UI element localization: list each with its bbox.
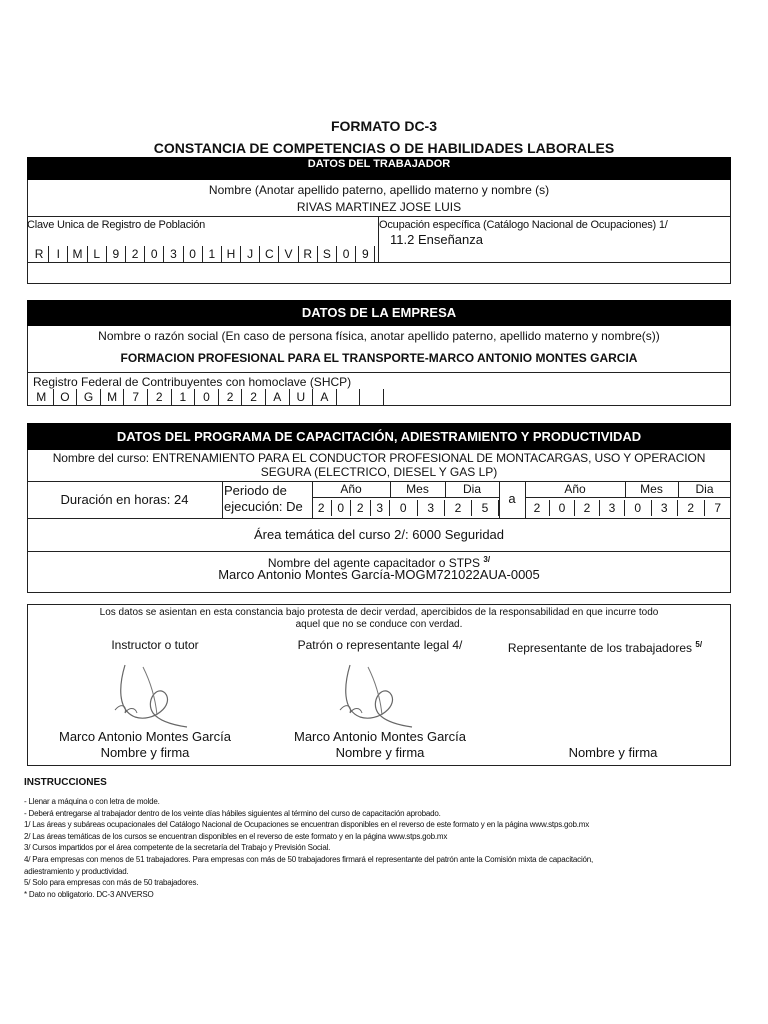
date-digit: 3 — [652, 500, 679, 516]
char-cell: 2 — [126, 246, 145, 262]
char-cell: A — [266, 389, 290, 405]
instructor-name: Marco Antonio Montes García — [59, 729, 231, 744]
char-cell: 0 — [145, 246, 164, 262]
instruction-line: 2/ Las áreas temáticas de los cursos se encuentran disponibles en el reverso de este formato y en la página www.stps.gob.mx — [24, 831, 448, 841]
char-cell: M — [68, 246, 87, 262]
char-cell: C — [260, 246, 279, 262]
char-cell: 2 — [219, 389, 243, 405]
date-digit: 7 — [714, 501, 722, 515]
divider — [312, 497, 499, 498]
instruction-line: 3/ Cursos impartidos por el área competente de la secretaría del Trabajo y Previsión Social. — [24, 843, 331, 853]
start-date-field — [312, 500, 499, 516]
char-cell: S — [318, 246, 337, 262]
course-name-line1: Nombre del curso: ENTRENAMIENTO PARA EL CONDUCTOR PROFESIONAL DE MONTACARGAS, USO Y OPERACION — [52, 451, 706, 465]
date-digit: 2 — [312, 500, 332, 516]
instruction-line: 1/ Las áreas y subáreas ocupacionales del Catálogo Nacional de Ocupaciones se encuentran disponibles en el reverso de este formato y en la página www.stps.gob.mx — [24, 820, 590, 830]
char-cell — [337, 389, 361, 405]
char-cell: 9 — [107, 246, 126, 262]
divider — [27, 216, 731, 217]
char-cell: M — [101, 389, 125, 405]
occupation-label: Ocupación específica (Catálogo Nacional de Ocupaciones) 1/ — [379, 219, 668, 231]
date-digit: 2 — [575, 500, 600, 516]
char-cell: 3 — [164, 246, 183, 262]
date-digit: 3 — [418, 500, 446, 516]
divider — [27, 372, 731, 373]
format-title: FORMATO DC-3 — [330, 118, 438, 134]
divider — [27, 518, 731, 519]
date-digit: 2 — [351, 500, 371, 516]
char-cell: 0 — [195, 389, 219, 405]
curp-field — [30, 246, 375, 262]
end-date-field — [525, 500, 731, 516]
char-cell: M — [30, 389, 54, 405]
period-label-2: ejecución: De — [224, 499, 303, 514]
worker-name-label: Nombre (Anotar apellido paterno, apellido materno y nombre (s) — [208, 183, 550, 197]
date-separator: a — [508, 491, 516, 506]
char-cell: U — [290, 389, 314, 405]
instruction-line: 4/ Para empresas con menos de 51 trabajadores. Para empresas con más de 50 trabajadores firmará el representante del patrón ante la Comisión mixta de capacitación, — [24, 855, 594, 864]
char-cell: R — [30, 246, 49, 262]
char-cell: 2 — [242, 389, 266, 405]
date-digit: 0 — [550, 500, 575, 516]
char-cell: G — [77, 389, 101, 405]
date-digit: 5 — [472, 500, 499, 516]
instructor-label: Instructor o tutor — [111, 638, 199, 652]
thematic-area: Área temática del curso 2/: 6000 Seguridad — [253, 527, 505, 542]
rfc-label: Registro Federal de Contribuyentes con homoclave (SHCP) — [33, 375, 352, 389]
program-section-header: DATOS DEL PROGRAMA DE CAPACITACIÓN, ADIESTRAMIENTO Y PRODUCTIVIDAD — [27, 423, 731, 450]
end-month-label: Mes — [640, 482, 663, 496]
char-cell: R — [299, 246, 318, 262]
char-cell — [360, 389, 384, 405]
char-cell: 0 — [337, 246, 356, 262]
instruction-line: - Llenar a máquina o con letra de molde. — [24, 797, 160, 806]
char-cell: 0 — [184, 246, 203, 262]
course-duration: Duración en horas: 24 — [60, 492, 189, 507]
char-cell: A — [313, 389, 337, 405]
period-label: Periodo de — [224, 483, 287, 498]
training-agent-label: Nombre del agente capacitador o STPS $^{3/}$ — [267, 555, 491, 570]
start-month-label: Mes — [406, 482, 429, 496]
date-digit: 3 — [371, 500, 391, 516]
employer-name: Marco Antonio Montes García — [294, 729, 466, 744]
instruction-line: 5/ Solo para empresas con más de 50 trabajadores. — [24, 878, 199, 888]
start-year-label: Año — [340, 482, 362, 496]
char-cell: I — [49, 246, 68, 262]
date-digit: 2 — [445, 500, 472, 516]
char-cell: 7 — [124, 389, 148, 405]
divider — [222, 481, 223, 518]
employer-label: Patrón o representante legal 4/ — [297, 638, 463, 652]
char-cell: V — [279, 246, 298, 262]
char-cell: L — [88, 246, 107, 262]
worker-section-header: DATOS DEL TRABAJADOR — [27, 157, 731, 180]
curp-label: Clave Unica de Registro de Población — [27, 219, 206, 231]
instructor-signature-label: Nombre y firma — [100, 745, 190, 760]
declaration-line2: aquel que no se conduce con verdad. — [295, 619, 463, 630]
employer-signature — [320, 655, 430, 735]
date-digit: 3 — [600, 500, 625, 516]
date-digit: 0 — [332, 500, 352, 516]
divider — [390, 481, 391, 497]
company-name-value: FORMACION PROFESIONAL PARA EL TRANSPORTE-MARCO ANTONIO MONTES GARCIA — [120, 351, 638, 365]
instructor-signature — [95, 655, 205, 735]
training-agent-value: Marco Antonio Montes García-MOGM721022AUA-0005 — [218, 567, 540, 582]
workers-rep-label: Representante de los trabajadores $^{5/}$ — [507, 640, 703, 655]
char-cell: O — [54, 389, 78, 405]
company-name-label: Nombre o razón social (En caso de persona física, anotar apellido paterno, apellido materno y nombre(s)) — [98, 329, 660, 343]
start-day-label: Dia — [462, 482, 481, 496]
char-cell: 2 — [148, 389, 172, 405]
char-cell: 1 — [203, 246, 222, 262]
divider — [525, 497, 731, 498]
instruction-line: adiestramiento y productividad. — [24, 866, 129, 876]
instructions-title: INSTRUCCIONES — [24, 777, 107, 788]
course-name-line2: SEGURA (ELECTRICO, DIESEL Y GAS LP) — [260, 465, 498, 479]
document-title: CONSTANCIA DE COMPETENCIAS O DE HABILIDADES LABORALES — [153, 140, 615, 156]
employer-signature-label: Nombre y firma — [335, 745, 425, 760]
rfc-field — [30, 389, 384, 405]
char-cell: 1 — [172, 389, 196, 405]
company-section-header: DATOS DE LA EMPRESA — [27, 300, 731, 326]
char-cell: H — [222, 246, 241, 262]
char-cell: J — [241, 246, 260, 262]
date-digit: 2 — [678, 500, 705, 516]
divider — [27, 262, 731, 263]
date-digit: 0 — [625, 500, 652, 516]
divider — [27, 551, 731, 552]
divider — [625, 481, 626, 497]
end-year-label: Año — [564, 482, 586, 496]
date-digit: 0 — [390, 500, 418, 516]
instruction-line: - Deberá entregarse al trabajador dentro de los veinte días hábiles siguientes al término del curso de capacitación aprobado. — [24, 808, 441, 818]
end-day-label: Dia — [695, 482, 714, 496]
divider — [678, 481, 679, 497]
workers-rep-signature-label: Nombre y firma — [568, 745, 658, 760]
instruction-line: * Dato no obligatorio. DC-3 ANVERSO — [24, 889, 154, 899]
date-digit: 2 — [525, 500, 550, 516]
declaration-line1: Los datos se asientan en esta constancia bajo protesta de decir verdad, apercibidos de la responsabilidad en que incurre todo — [99, 607, 659, 618]
worker-name-value: RIVAS MARTINEZ JOSE LUIS — [296, 200, 462, 214]
occupation-value: 11.2 Enseñanza — [390, 232, 483, 247]
divider — [445, 481, 446, 497]
char-cell: 9 — [356, 246, 375, 262]
